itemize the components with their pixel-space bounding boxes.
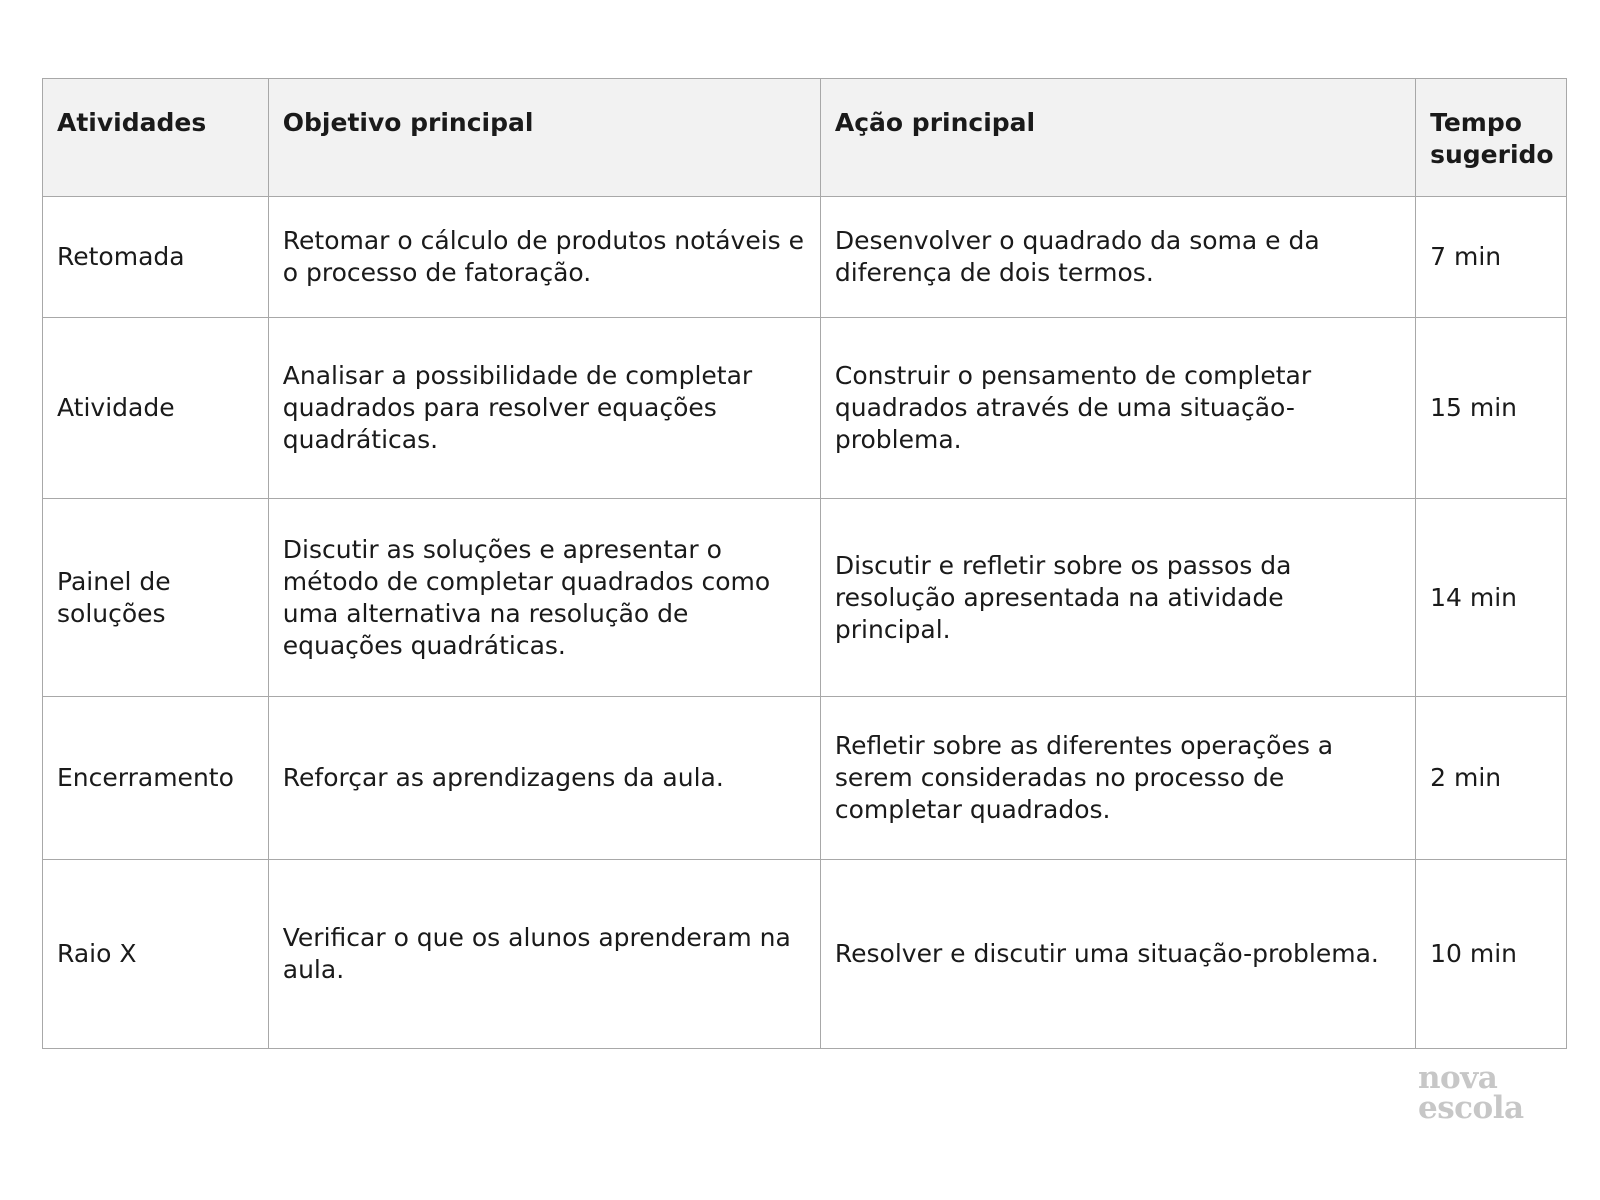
header-action: Ação principal: [820, 79, 1415, 197]
cell-objective: Verificar o que os alunos aprenderam na aula.: [268, 860, 820, 1049]
cell-time: 10 min: [1416, 860, 1567, 1049]
table-row: [43, 197, 1567, 318]
cell-action: Discutir e refletir sobre os passos da resolução apresentada na atividade principal.: [820, 499, 1415, 697]
cell-objective: Analisar a possibilidade de completar quadrados para resolver equações quadráticas.: [268, 318, 820, 499]
logo-line-2: escola: [1418, 1090, 1524, 1126]
table-row: [43, 499, 1567, 697]
cell-activity: Retomada: [43, 197, 269, 318]
cell-time: 15 min: [1416, 318, 1567, 499]
nova-escola-logo: [1418, 1060, 1524, 1126]
cell-time: 14 min: [1416, 499, 1567, 697]
cell-activity: Encerramento: [43, 697, 269, 860]
cell-activity: Atividade: [43, 318, 269, 499]
table-row: [43, 697, 1567, 860]
table-row: [43, 860, 1567, 1049]
cell-action: Construir o pensamento de completar quadrados através de uma situação-problema.: [820, 318, 1415, 499]
cell-objective: Retomar o cálculo de produtos notáveis e o processo de fatoração.: [268, 197, 820, 318]
lesson-plan-table: [42, 78, 1567, 1049]
cell-action: Desenvolver o quadrado da soma e da diferença de dois termos.: [820, 197, 1415, 318]
logo-line-1: nova: [1418, 1060, 1498, 1096]
cell-time: 7 min: [1416, 197, 1567, 318]
cell-activity: Raio X: [43, 860, 269, 1049]
header-activities: Atividades: [43, 79, 269, 197]
table-row: [43, 318, 1567, 499]
cell-activity: Painel de soluções: [43, 499, 269, 697]
cell-action: Refletir sobre as diferentes operações a serem consideradas no processo de completar quadrados.: [820, 697, 1415, 860]
cell-objective: Reforçar as aprendizagens da aula.: [268, 697, 820, 860]
cell-objective: Discutir as soluções e apresentar o método de completar quadrados como uma alternativa na resolução de equações quadráticas.: [268, 499, 820, 697]
header-objective: Objetivo principal: [268, 79, 820, 197]
table-header-row: [43, 79, 1567, 197]
header-time: Tempo sugerido: [1416, 79, 1567, 197]
cell-action: Resolver e discutir uma situação-problema.: [820, 860, 1415, 1049]
cell-time: 2 min: [1416, 697, 1567, 860]
